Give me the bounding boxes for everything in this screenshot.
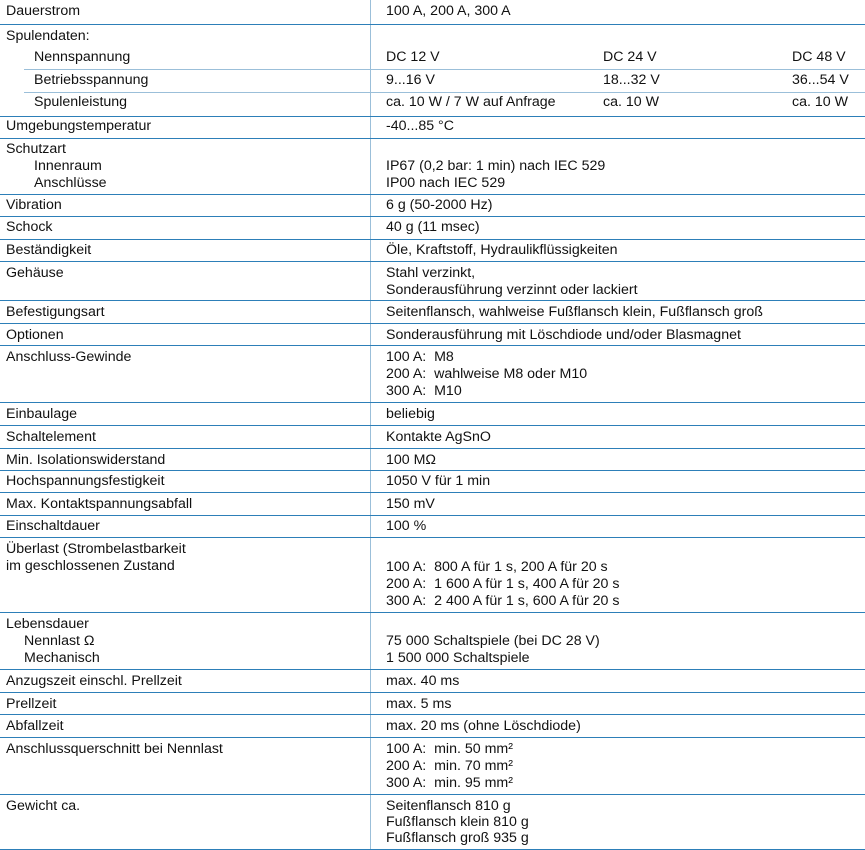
spec-row-befestigungsart [0,300,865,323]
spec-label: Beständigkeit [6,242,92,258]
spec-label: Überlast (Strombelastbarkeit [6,541,186,557]
spec-row-einbaulage [0,402,865,425]
spec-row-anschluss-gewinde [0,345,865,402]
spec-sublabel: Nennlast Ω [24,633,95,649]
spec-label: Anschluss-Gewinde [6,349,132,365]
spec-value: 150 mV [386,496,435,512]
spec-row-kontaktspannungsabfall [0,492,865,515]
spec-row-gewicht [0,794,865,850]
spec-value: 100 % [386,518,427,534]
spec-value: 100 A: M8 [386,349,454,365]
spec-label: Gehäuse [6,265,64,281]
spec-value: IP00 nach IEC 529 [386,175,506,191]
spec-row-einschaltdauer [0,515,865,537]
spec-label: Einbaulage [6,406,77,422]
spec-value: 200 A: 1 600 A für 1 s, 400 A für 20 s [386,576,620,592]
spec-value: 40 g (11 msec) [386,219,480,235]
spec-sublabel: Innenraum [34,158,102,174]
spec-label: Abfallzeit [6,718,64,734]
spec-value: Öle, Kraftstoff, Hydraulikflüssigkeiten [386,242,618,258]
spec-label: im geschlossenen Zustand [6,558,175,574]
spec-label: Schaltelement [6,429,96,445]
spec-value: 300 A: M10 [386,383,462,399]
spec-label: Min. Isolationswiderstand [6,452,166,468]
spec-value: 36...54 V [792,72,849,88]
spec-row-umgebungstemperatur [0,116,865,138]
spec-value: Stahl verzinkt, [386,265,476,281]
spec-row-schock [0,216,865,239]
spec-value: 6 g (50-2000 Hz) [386,197,493,213]
spec-value: ca. 10 W [603,94,659,110]
spec-value: max. 40 ms [386,673,460,689]
spec-value-dc12: DC 12 V [386,49,440,65]
spec-value: Fußflansch groß 935 g [386,830,529,846]
spec-sublabel-spulenleistung: Spulenleistung [34,94,128,110]
spec-row-schaltelement [0,425,865,448]
spec-sublabel: Mechanisch [24,650,100,666]
spec-label: Anzugszeit einschl. Prellzeit [6,673,182,689]
spec-label: Dauerstrom [6,3,81,19]
spec-sublabel: Anschlüsse [34,175,107,191]
spec-label: Umgebungstemperatur [6,118,152,134]
sub-divider [24,69,865,70]
spec-value: 100 A, 200 A, 300 A [386,3,511,19]
spec-value: -40...85 °C [386,118,454,134]
spec-value: 75 000 Schaltspiele (bei DC 28 V) [386,633,600,649]
spec-value: 18...32 V [603,72,660,88]
spec-label: Max. Kontaktspannungsabfall [6,496,193,512]
spec-row-prellzeit [0,692,865,714]
spec-row-hochspannungsfestigkeit [0,470,865,492]
spec-row-schutzart [0,138,865,194]
spec-row-anschlussquerschnitt [0,737,865,794]
spec-row-lebensdauer [0,612,865,669]
spec-value: 100 MΩ [386,452,437,468]
spec-row-isolationswiderstand [0,448,865,470]
spec-label: Optionen [6,327,64,343]
spec-row-abfallzeit [0,714,865,737]
spec-value: 1 500 000 Schaltspiele [386,650,530,666]
spec-label: Befestigungsart [6,304,105,320]
spec-value: ca. 10 W / 7 W auf Anfrage [386,94,556,110]
spec-label: Einschaltdauer [6,518,100,534]
spec-label: Prellzeit [6,696,57,712]
spec-value: Seitenflansch, wahlweise Fußflansch klein, Fußflansch groß [386,304,763,320]
spec-value: beliebig [386,406,435,422]
spec-row-gehaeuse [0,261,865,300]
spec-value: ca. 10 W [792,94,848,110]
spec-value: Kontakte AgSnO [386,429,491,445]
spec-row-dauerstrom [0,0,865,24]
spec-value: max. 20 ms (ohne Löschdiode) [386,718,581,734]
spec-label: Spulendaten: [6,28,90,44]
spec-row-ueberlast [0,537,865,612]
spec-value: 9...16 V [386,72,435,88]
spec-row-bestaendigkeit [0,239,865,261]
spec-label: Anschlussquerschnitt bei Nennlast [6,741,223,757]
spec-value: 200 A: wahlweise M8 oder M10 [386,366,588,382]
spec-value: Fußflansch klein 810 g [386,814,529,830]
spec-label: Gewicht ca. [6,798,81,814]
spec-value: Sonderausführung verzinnt oder lackiert [386,282,638,298]
spec-value: 300 A: 2 400 A für 1 s, 600 A für 20 s [386,593,620,609]
spec-row-anzugszeit [0,669,865,692]
spec-value: 100 A: 800 A für 1 s, 200 A für 20 s [386,559,608,575]
spec-label: Hochspannungsfestigkeit [6,473,165,489]
spec-sublabel-betriebsspannung: Betriebsspannung [34,72,149,88]
sub-divider [24,92,865,93]
spec-value: 100 A: min. 50 mm² [386,741,513,757]
spec-label: Lebensdauer [6,616,89,632]
spec-value: 1050 V für 1 min [386,473,491,489]
spec-sublabel-nennspannung: Nennspannung [34,49,131,65]
spec-row-optionen [0,323,865,345]
spec-value: Sonderausführung mit Löschdiode und/oder Blasmagnet [386,327,741,343]
spec-row-vibration [0,194,865,216]
spec-label: Schutzart [6,141,66,157]
spec-value: max. 5 ms [386,696,452,712]
spec-value-dc48: DC 48 V [792,49,846,65]
spec-value-dc24: DC 24 V [603,49,657,65]
spec-row-spulendaten [0,24,865,116]
spec-label: Schock [6,219,53,235]
spec-label: Vibration [6,197,62,213]
spec-value: IP67 (0,2 bar: 1 min) nach IEC 529 [386,158,606,174]
spec-value: 300 A: min. 95 mm² [386,775,513,791]
spec-value: Seitenflansch 810 g [386,798,511,814]
spec-value: 200 A: min. 70 mm² [386,758,513,774]
